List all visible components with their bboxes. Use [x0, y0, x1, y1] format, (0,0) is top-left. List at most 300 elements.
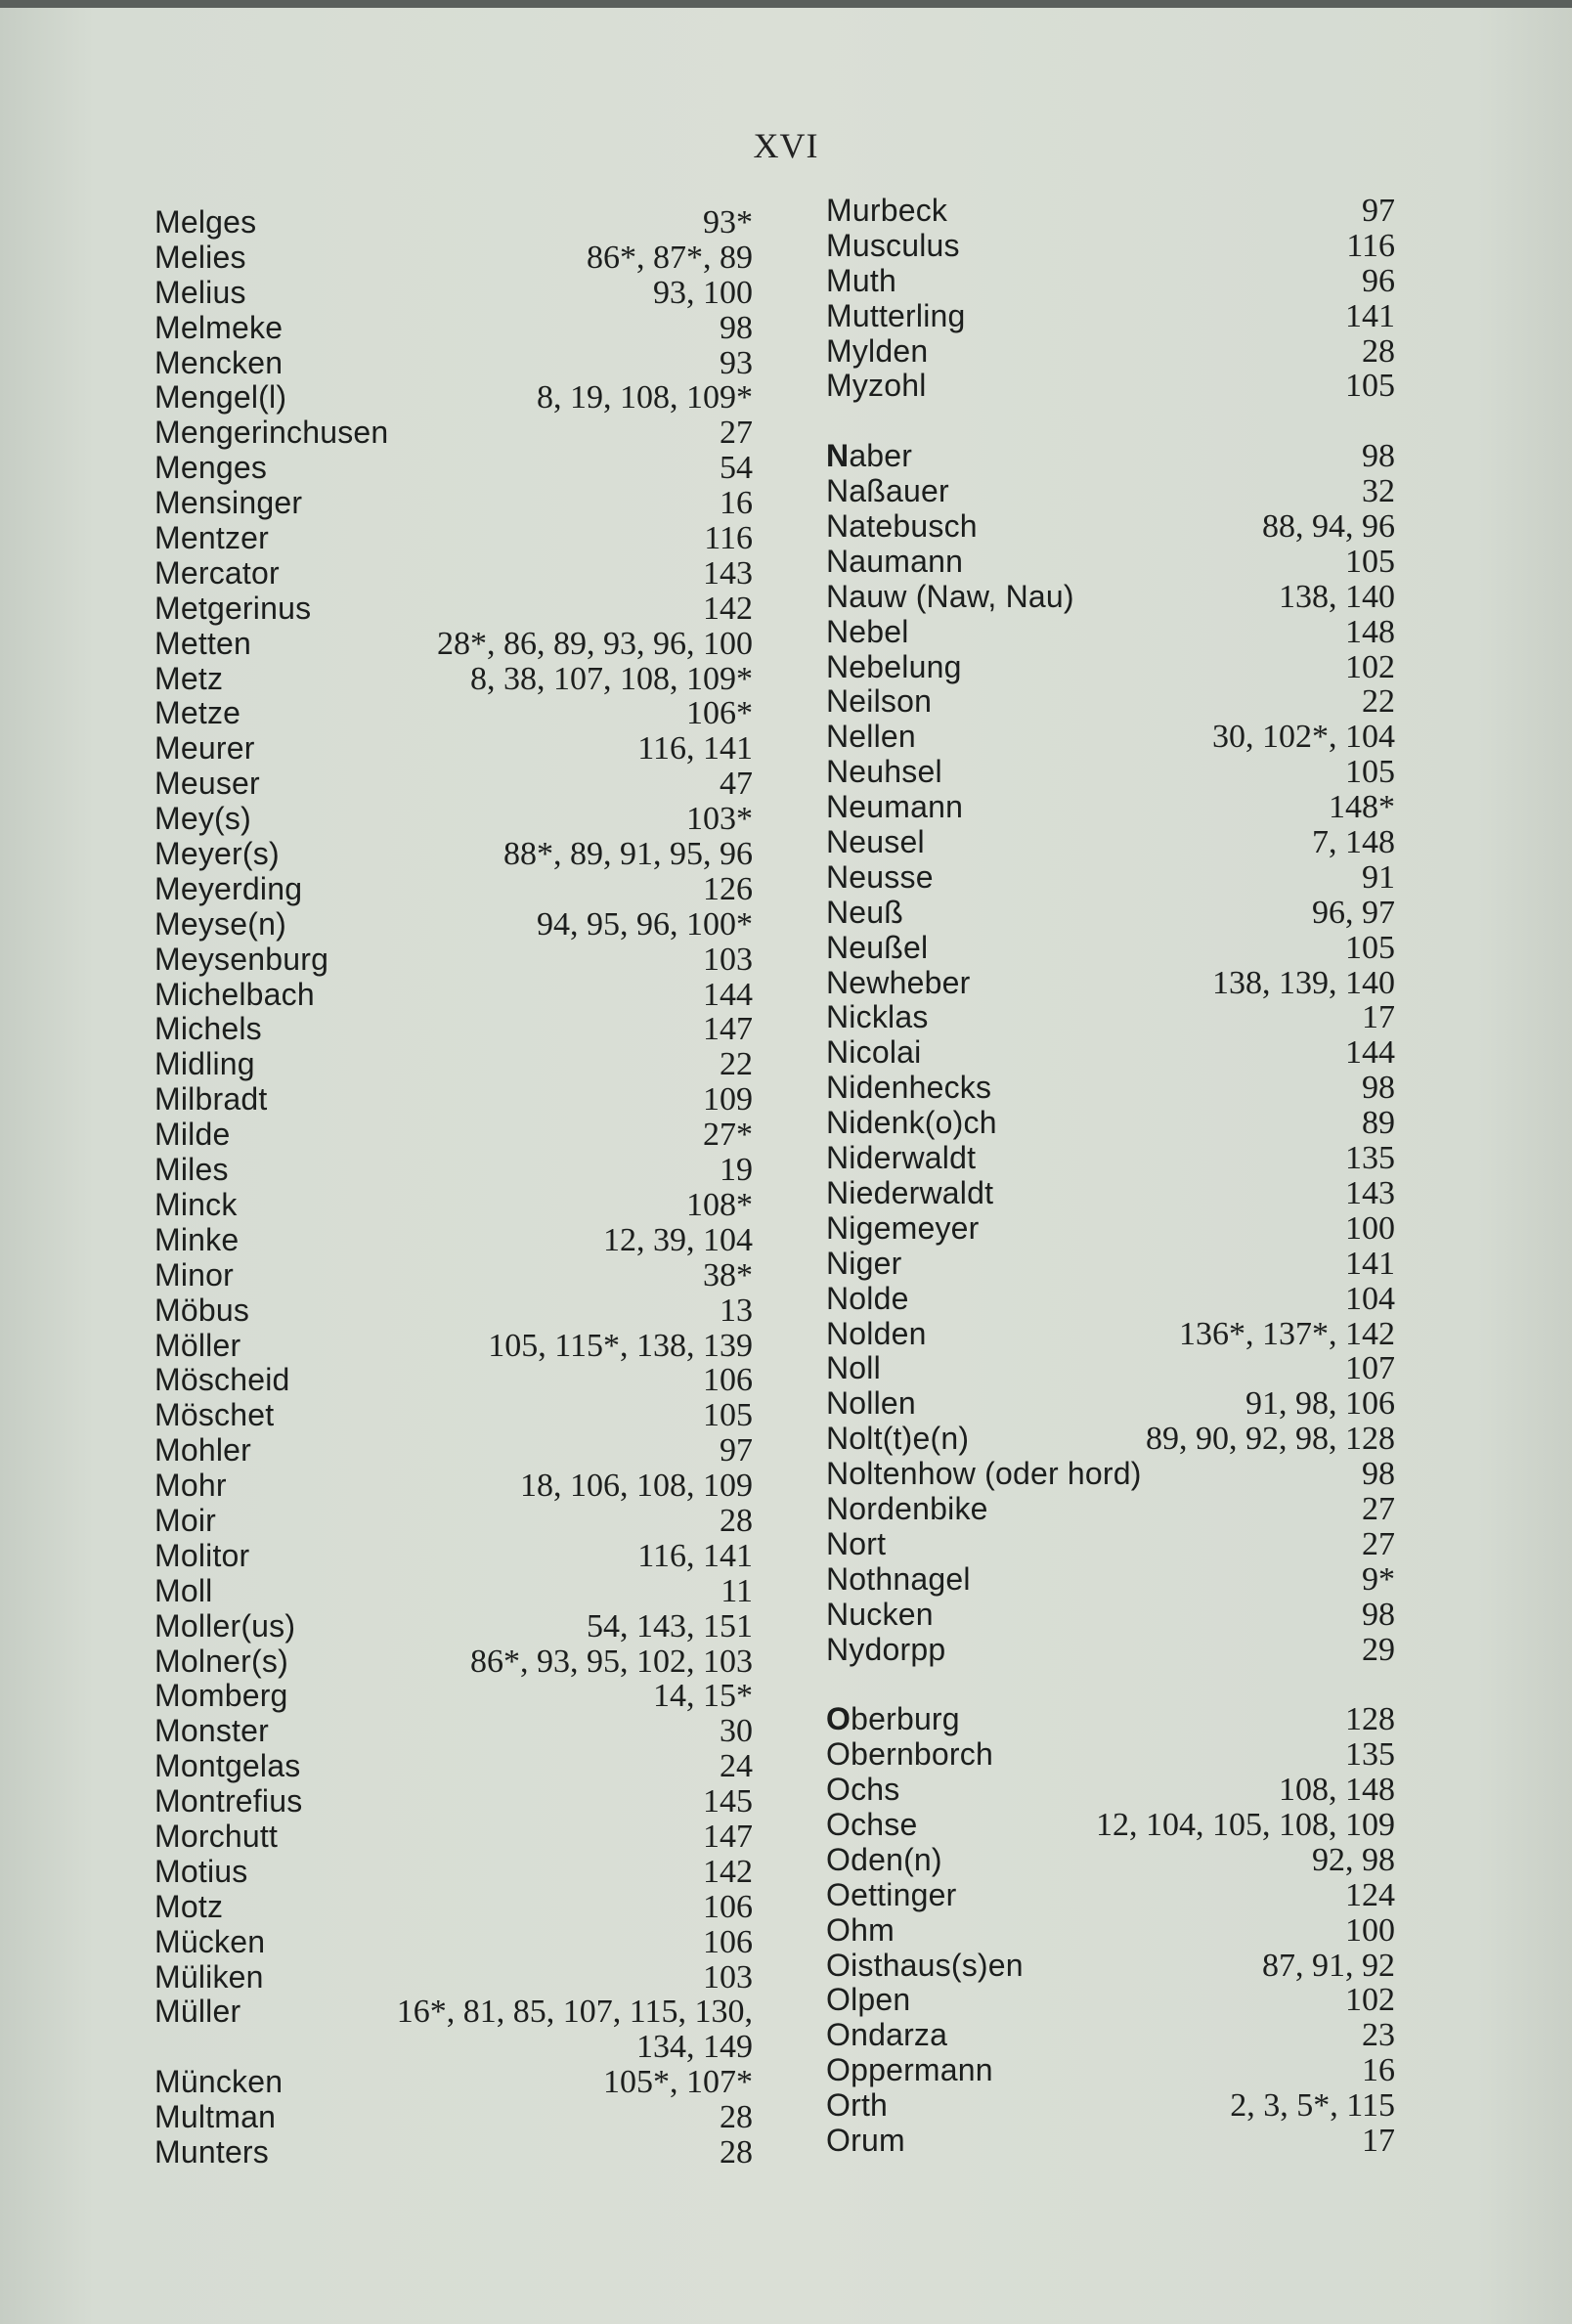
- index-entry: [826, 1247, 1395, 1282]
- top-edge: [0, 0, 1572, 8]
- index-entry: [154, 556, 753, 592]
- index-entry: [826, 684, 1395, 720]
- entry-pages: 30, 102*, 104: [1212, 719, 1395, 756]
- index-entry: [826, 545, 1395, 580]
- entry-pages: 138, 139, 140: [1212, 964, 1395, 1001]
- group-initial-letter: O: [826, 1701, 852, 1737]
- entry-name: Nolden: [826, 1315, 927, 1351]
- index-entry: [154, 767, 753, 802]
- index-entry: [154, 521, 753, 556]
- entry-pages: 134, 149: [636, 2029, 753, 2066]
- index-entry: [154, 1679, 753, 1714]
- index-entry: [154, 1960, 753, 1995]
- index-entry: [154, 696, 753, 731]
- index-entry: [154, 1082, 753, 1118]
- entry-pages: 100: [1345, 1209, 1395, 1247]
- entry-pages: 96, 97: [1312, 894, 1395, 931]
- entry-pages: 102: [1345, 648, 1395, 685]
- index-entry: [826, 1633, 1395, 1668]
- entry-pages: 24: [720, 1748, 753, 1785]
- entry-pages: 54, 143, 151: [587, 1607, 753, 1644]
- entry-name: Newheber: [826, 964, 971, 1000]
- entry-name: Metgerinus: [154, 590, 312, 626]
- index-entry: [154, 1188, 753, 1223]
- entry-pages: 143: [1345, 1174, 1395, 1211]
- entry-pages: 103*: [686, 801, 753, 838]
- entry-name: Mengel(l): [154, 379, 287, 416]
- entry-name: Meyer(s): [154, 836, 280, 872]
- entry-pages: 106*: [686, 695, 753, 732]
- entry-name: Montrefius: [154, 1783, 303, 1820]
- index-entry: [154, 1153, 753, 1188]
- entry-pages: 93*: [703, 204, 753, 241]
- index-entry: [154, 1504, 753, 1539]
- entry-pages: 148: [1345, 613, 1395, 650]
- index-entry: [154, 2030, 753, 2065]
- index-entry: [826, 966, 1395, 1001]
- index-entry: [154, 872, 753, 907]
- index-entry: [154, 2065, 753, 2100]
- entry-name: Mercator: [154, 554, 280, 591]
- entry-pages: 27: [1362, 1490, 1395, 1527]
- entry-name: Metten: [154, 625, 252, 661]
- index-entry: [826, 1492, 1395, 1527]
- entry-name: Monster: [154, 1713, 269, 1749]
- entry-name: Nothnagel: [826, 1560, 971, 1597]
- index-entry: [826, 194, 1395, 229]
- entry-name: Motius: [154, 1853, 248, 1889]
- entry-name: Oppermann: [826, 2052, 993, 2088]
- entry-name: Michelbach: [154, 976, 315, 1012]
- entry-name: Noltenhow (oder hord): [826, 1456, 1142, 1492]
- index-entry: [826, 1737, 1395, 1773]
- entry-pages: 87, 91, 92: [1262, 1947, 1395, 1984]
- left-index-column: [154, 205, 753, 2171]
- index-entry: [154, 592, 753, 627]
- entry-pages: 105*, 107*: [603, 2064, 753, 2101]
- index-entry: [826, 1386, 1395, 1422]
- entry-pages: 109: [703, 1081, 753, 1118]
- entry-name: Meyse(n): [154, 905, 286, 942]
- entry-name: Mey(s): [154, 801, 251, 837]
- entry-pages: 141: [1345, 297, 1395, 334]
- index-entry: [826, 1071, 1395, 1106]
- entry-pages: 105: [1345, 368, 1395, 405]
- entry-pages: 105, 115*, 138, 139: [488, 1327, 753, 1364]
- entry-pages: 107: [1345, 1350, 1395, 1387]
- index-entry: [826, 2088, 1395, 2124]
- entry-pages: 9*: [1362, 1560, 1395, 1598]
- entry-pages: 98: [1362, 1596, 1395, 1633]
- index-entry: [826, 755, 1395, 790]
- entry-name: Orth: [826, 2087, 889, 2124]
- index-entry: [154, 346, 753, 381]
- entry-pages: 144: [1345, 1034, 1395, 1072]
- index-entry: [826, 1351, 1395, 1386]
- entry-pages: 12, 104, 105, 108, 109: [1096, 1806, 1395, 1843]
- entry-name: Midling: [154, 1046, 255, 1082]
- index-entry: [826, 1843, 1395, 1878]
- index-entry: [154, 276, 753, 311]
- entry-name: Nidenhecks: [826, 1070, 992, 1106]
- index-entry: [154, 1609, 753, 1644]
- index-entry: [826, 1176, 1395, 1211]
- index-entry: [154, 837, 753, 872]
- index-entry: [154, 1890, 753, 1925]
- entry-name: Nydorpp: [826, 1631, 946, 1667]
- index-entry: [826, 1211, 1395, 1247]
- index-entry: [154, 1398, 753, 1433]
- entry-name: Milbradt: [154, 1081, 268, 1118]
- entry-name: Möscheid: [154, 1362, 290, 1398]
- index-entry: [826, 369, 1395, 404]
- entry-pages: 22: [1362, 683, 1395, 721]
- entry-pages: 126: [703, 870, 753, 907]
- entry-name: Müncken: [154, 2064, 284, 2100]
- group-spacer: [826, 404, 1395, 439]
- entry-pages: 13: [720, 1292, 753, 1329]
- index-entry: [826, 1598, 1395, 1633]
- entry-pages: 88, 94, 96: [1262, 508, 1395, 546]
- entry-pages: 54: [720, 450, 753, 487]
- index-entry: [154, 1118, 753, 1153]
- entry-name: Orum: [826, 2122, 905, 2158]
- entry-pages: 136*, 137*, 142: [1179, 1315, 1395, 1352]
- index-entry: [154, 1469, 753, 1504]
- index-entry: [154, 943, 753, 978]
- entry-name: Molitor: [154, 1537, 250, 1573]
- index-entry: [826, 615, 1395, 650]
- index-entry: [826, 580, 1395, 615]
- entry-name: Ondarza: [826, 2017, 948, 2053]
- entry-pages: 105: [703, 1397, 753, 1434]
- entry-name: Murbeck: [826, 193, 948, 228]
- index-entry: [826, 1702, 1395, 1737]
- entry-pages: 86*, 93, 95, 102, 103: [470, 1643, 753, 1680]
- index-entry: [154, 241, 753, 276]
- entry-pages: 116, 141: [637, 730, 753, 767]
- index-entry: [826, 1141, 1395, 1176]
- index-entry: [154, 416, 753, 451]
- entry-name: Mücken: [154, 1923, 266, 1959]
- index-entry: [826, 1773, 1395, 1808]
- entry-pages: 28: [720, 2099, 753, 2136]
- index-entry: [154, 486, 753, 521]
- entry-pages: 22: [720, 1046, 753, 1083]
- entry-name: Morchutt: [154, 1818, 279, 1854]
- entry-name: Melmeke: [154, 309, 284, 345]
- entry-pages: 89, 90, 92, 98, 128: [1146, 1421, 1395, 1458]
- right-index-column: [826, 194, 1395, 2159]
- index-entry: [826, 334, 1395, 370]
- entry-name: Nigemeyer: [826, 1209, 980, 1246]
- index-entry: [154, 1012, 753, 1047]
- entry-name: Minke: [154, 1221, 240, 1257]
- index-entry: [154, 2135, 753, 2171]
- entry-name: Nollen: [826, 1385, 916, 1422]
- entry-pages: 94, 95, 96, 100*: [537, 905, 753, 943]
- entry-pages: 147: [703, 1818, 753, 1855]
- entry-pages: 16*, 81, 85, 107, 115, 130,: [396, 1994, 753, 2031]
- entry-name: Multman: [154, 2099, 277, 2135]
- entry-pages: 141: [1345, 1245, 1395, 1282]
- entry-pages: 17: [1362, 999, 1395, 1036]
- entry-name: Meysenburg: [154, 941, 329, 977]
- entry-name: Niederwaldt: [826, 1174, 994, 1210]
- entry-name: Nicklas: [826, 999, 929, 1035]
- index-entry: [826, 1000, 1395, 1035]
- entry-pages: 11: [720, 1572, 753, 1609]
- entry-name: Metz: [154, 660, 224, 696]
- entry-name: Neumann: [826, 789, 964, 825]
- entry-name: Musculus: [826, 227, 960, 263]
- index-entry: [154, 1749, 753, 1784]
- index-entry: [154, 2100, 753, 2135]
- entry-pages: 135: [1345, 1736, 1395, 1774]
- index-entry: [826, 1949, 1395, 1984]
- entry-pages: 38*: [703, 1256, 753, 1294]
- entry-pages: 23: [1362, 2017, 1395, 2054]
- entry-pages: 138, 140: [1279, 578, 1395, 615]
- index-entry: [154, 907, 753, 943]
- entry-pages: 28: [1362, 332, 1395, 370]
- entry-pages: 106: [703, 1888, 753, 1925]
- index-entry: [154, 1294, 753, 1329]
- entry-name: Naßauer: [826, 473, 949, 509]
- index-entry: [154, 1258, 753, 1294]
- entry-pages: 104: [1345, 1280, 1395, 1317]
- entry-pages: 12, 39, 104: [603, 1221, 753, 1258]
- entry-name: Milde: [154, 1117, 231, 1153]
- entry-name: Minck: [154, 1186, 238, 1222]
- index-entry: [154, 380, 753, 416]
- entry-pages: 19: [720, 1152, 753, 1189]
- entry-pages: 92, 98: [1312, 1841, 1395, 1878]
- index-entry: [826, 790, 1395, 825]
- index-entry: [154, 1539, 753, 1574]
- entry-name: Muth: [826, 262, 896, 298]
- entry-pages: 91, 98, 106: [1245, 1385, 1395, 1423]
- entry-name: Meurer: [154, 730, 255, 767]
- entry-pages: 30: [720, 1713, 753, 1750]
- entry-pages: 103: [703, 1958, 753, 1995]
- entry-name: Munters: [154, 2133, 269, 2170]
- entry-pages: 14, 15*: [653, 1678, 753, 1715]
- index-entry: [826, 825, 1395, 860]
- index-group-o: [826, 1702, 1395, 2159]
- entry-name: Moir: [154, 1502, 217, 1538]
- entry-name: Ohm: [826, 1911, 895, 1948]
- entry-name: Ochse: [826, 1806, 918, 1842]
- entry-pages: 142: [703, 1853, 753, 1890]
- entry-pages: 105: [1345, 754, 1395, 791]
- entry-name: Mengerinchusen: [154, 415, 389, 451]
- entry-name: Möbus: [154, 1292, 250, 1328]
- entry-name: Oberburg: [826, 1701, 960, 1737]
- entry-name: Nicolai: [826, 1034, 922, 1071]
- entry-pages: 28*, 86, 89, 93, 96, 100: [437, 625, 753, 662]
- entry-name: Molner(s): [154, 1643, 288, 1679]
- entry-name: Michels: [154, 1011, 262, 1047]
- entry-pages: 27: [1362, 1525, 1395, 1562]
- index-entry: [826, 1422, 1395, 1457]
- entry-pages: 27*: [703, 1117, 753, 1154]
- page-number: XVI: [753, 126, 819, 165]
- entry-pages: 98: [1362, 438, 1395, 475]
- index-entry: [154, 978, 753, 1013]
- entry-pages: 106: [703, 1923, 753, 1960]
- entry-name: Naumann: [826, 543, 964, 579]
- entry-pages: 47: [720, 766, 753, 803]
- entry-name: Motz: [154, 1888, 224, 1924]
- entry-pages: 135: [1345, 1140, 1395, 1177]
- index-entry: [826, 264, 1395, 299]
- entry-name: Oisthaus(s)en: [826, 1947, 1024, 1983]
- index-entry: [154, 1784, 753, 1820]
- entry-name: Minor: [154, 1256, 235, 1293]
- entry-pages: 148*: [1329, 789, 1395, 826]
- index-entry: [826, 474, 1395, 509]
- entry-pages: 32: [1362, 473, 1395, 510]
- entry-pages: 98: [1362, 1070, 1395, 1107]
- entry-pages: 147: [703, 1011, 753, 1048]
- entry-pages: 116: [704, 520, 753, 557]
- index-entry: [154, 802, 753, 837]
- entry-pages: 28: [720, 2133, 753, 2171]
- index-entry: [826, 1457, 1395, 1492]
- entry-pages: 2, 3, 5*, 115: [1230, 2087, 1395, 2125]
- index-entry: [826, 1562, 1395, 1598]
- index-entry: [826, 2124, 1395, 2159]
- index-entry: [826, 439, 1395, 474]
- entry-pages: 18, 106, 108, 109: [520, 1468, 753, 1505]
- entry-pages: 8, 19, 108, 109*: [537, 379, 753, 417]
- index-entry: [826, 229, 1395, 264]
- entry-pages: 8, 38, 107, 108, 109*: [470, 660, 753, 697]
- index-entry: [826, 509, 1395, 545]
- entry-name: Moller(us): [154, 1607, 296, 1644]
- entry-name: Mohr: [154, 1468, 227, 1504]
- entry-name: Obernborch: [826, 1736, 993, 1773]
- index-entry: [826, 1808, 1395, 1843]
- entry-name: Naber: [826, 438, 913, 474]
- entry-pages: 103: [703, 941, 753, 978]
- entry-name: Melges: [154, 204, 257, 240]
- entry-name: Oden(n): [826, 1841, 942, 1877]
- group-initial-letter: N: [826, 438, 850, 474]
- index-entry: [154, 451, 753, 486]
- index-entry: [826, 1106, 1395, 1141]
- entry-pages: 116: [1346, 227, 1395, 264]
- index-entry: [154, 1820, 753, 1855]
- entry-pages: 144: [703, 976, 753, 1013]
- entry-pages: 28: [720, 1502, 753, 1539]
- entry-name: Mohler: [154, 1432, 252, 1469]
- group-spacer: [826, 1667, 1395, 1702]
- entry-name: Müller: [154, 1994, 241, 2030]
- entry-name: Olpen: [826, 1982, 911, 2018]
- entry-name: Nolt(t)e(n): [826, 1421, 970, 1457]
- entry-name: Nebelung: [826, 648, 962, 684]
- index-entry: [154, 1047, 753, 1082]
- index-group-m: [826, 194, 1395, 404]
- entry-pages: 98: [1362, 1456, 1395, 1493]
- entry-name: Mencken: [154, 344, 284, 380]
- entry-name: Nort: [826, 1525, 887, 1561]
- entry-name: Nebel: [826, 613, 909, 649]
- entry-pages: 86*, 87*, 89: [587, 239, 753, 276]
- entry-pages: 16: [720, 485, 753, 522]
- entry-pages: 29: [1362, 1631, 1395, 1668]
- entry-name: Neusse: [826, 858, 934, 895]
- index-entry: [826, 1983, 1395, 2018]
- entry-name: Meyerding: [154, 870, 303, 906]
- index-entry: [826, 650, 1395, 685]
- entry-pages: 106: [703, 1362, 753, 1399]
- entry-pages: 105: [1345, 543, 1395, 580]
- entry-pages: 89: [1362, 1105, 1395, 1142]
- index-entry: [154, 1714, 753, 1749]
- entry-pages: 93, 100: [653, 274, 753, 311]
- entry-pages: 91: [1362, 858, 1395, 896]
- index-entry: [826, 896, 1395, 931]
- index-entry: [826, 1527, 1395, 1562]
- entry-pages: 7, 148: [1312, 824, 1395, 861]
- entry-name: Nauw (Naw, Nau): [826, 578, 1074, 614]
- entry-pages: 108*: [686, 1186, 753, 1223]
- index-entry: [154, 1223, 753, 1258]
- entry-pages: 100: [1345, 1911, 1395, 1949]
- entry-name: Momberg: [154, 1678, 288, 1714]
- entry-name: Nellen: [826, 719, 916, 755]
- entry-pages: 142: [703, 590, 753, 627]
- entry-pages: 124: [1345, 1876, 1395, 1913]
- index-entry: [154, 1433, 753, 1469]
- entry-name: Natebusch: [826, 508, 978, 545]
- index-entry: [154, 1644, 753, 1680]
- index-entry: [826, 1317, 1395, 1352]
- entry-name: Mutterling: [826, 297, 966, 333]
- entry-name: Melies: [154, 239, 246, 275]
- index-entry: [154, 1925, 753, 1960]
- entry-pages: 102: [1345, 1982, 1395, 2019]
- entry-name: Meuser: [154, 766, 260, 802]
- entry-pages: 116, 141: [637, 1537, 753, 1574]
- entry-pages: 16: [1362, 2052, 1395, 2089]
- index-entry: [826, 860, 1395, 896]
- index-entry: [826, 1913, 1395, 1949]
- entry-name: Möller: [154, 1327, 241, 1363]
- entry-pages: 105: [1345, 929, 1395, 966]
- entry-name: Ochs: [826, 1772, 900, 1808]
- entry-name: Metze: [154, 695, 241, 731]
- entry-name: Nordenbike: [826, 1490, 988, 1526]
- entry-name: Oettinger: [826, 1876, 957, 1912]
- index-entry: [154, 662, 753, 697]
- index-entry: [154, 205, 753, 241]
- entry-name: Neuhsel: [826, 754, 942, 790]
- entry-pages: 143: [703, 554, 753, 592]
- index-entry: [154, 1574, 753, 1609]
- entry-pages: 97: [720, 1432, 753, 1469]
- entry-pages: 97: [1362, 193, 1395, 229]
- entry-name: Nidenk(o)ch: [826, 1105, 997, 1141]
- entry-name: Myzohl: [826, 368, 927, 404]
- entry-name: Müliken: [154, 1958, 264, 1995]
- entry-pages: 27: [720, 415, 753, 452]
- index-entry: [826, 1282, 1395, 1317]
- entry-name: Miles: [154, 1152, 229, 1188]
